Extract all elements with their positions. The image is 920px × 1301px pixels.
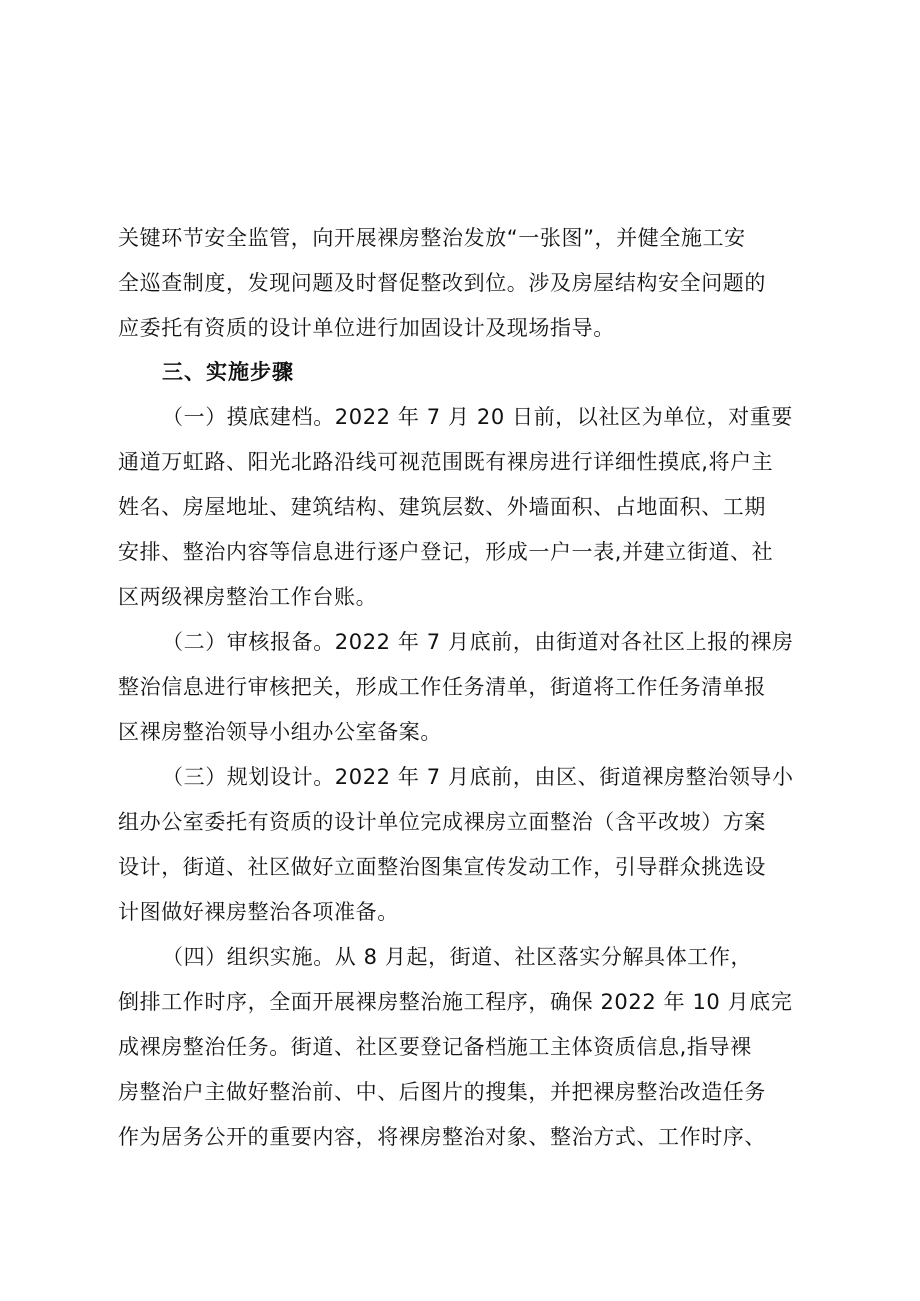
paragraph-first-line: （三）规划设计。2022 年 7 月底前，由区、街道裸房整治领导小 <box>162 765 794 789</box>
body-text-line: 组办公室委托有资质的设计单位完成裸房立面整治（含平改坡）方案 <box>118 810 766 834</box>
body-text-line: 整治信息进行审核把关，形成工作任务清单，街道将工作任务清单报 <box>118 675 766 699</box>
body-text-line: 作为居务公开的重要内容，将裸房整治对象、整治方式、工作时序、 <box>118 1125 766 1149</box>
body-text-line: 通道万虹路、阳光北路沿线可视范围既有裸房进行详细性摸底,将户主 <box>118 450 774 474</box>
body-text-line: 成裸房整治任务。街道、社区要登记备档施工主体资质信息,指导裸 <box>118 1035 752 1059</box>
body-text-line: 全巡查制度，发现问题及时督促整改到位。涉及房屋结构安全问题的 <box>118 271 766 295</box>
section-heading: 三、实施步骤 <box>162 360 294 384</box>
body-text-line: 姓名、房屋地址、建筑结构、建筑层数、外墙面积、占地面积、工期 <box>118 495 766 519</box>
body-text-line: 区裸房整治领导小组办公室备案。 <box>118 720 442 744</box>
body-text-line: 房整治户主做好整治前、中、后图片的搜集，并把裸房整治改造任务 <box>118 1080 766 1104</box>
body-text-line: 区两级裸房整治工作台账。 <box>118 585 378 609</box>
body-text-line: 应委托有资质的设计单位进行加固设计及现场指导。 <box>118 316 615 340</box>
paragraph-first-line: （二）审核报备。2022 年 7 月底前，由街道对各社区上报的裸房 <box>162 630 794 654</box>
paragraph-first-line: （四）组织实施。从 8 月起，街道、社区落实分解具体工作， <box>162 945 753 969</box>
paragraph-first-line: （一）摸底建档。2022 年 7 月 20 日前，以社区为单位，对重要 <box>162 405 793 429</box>
body-text-line: 安排、整治内容等信息进行逐户登记，形成一户一表,并建立街道、社 <box>118 540 774 564</box>
body-text-line: 设计，街道、社区做好立面整治图集宣传发动工作，引导群众挑选设 <box>118 855 766 879</box>
body-text-line: 关键环节安全监管，向开展裸房整治发放“一张图”，并健全施工安 <box>118 226 746 250</box>
body-text-line: 倒排工作时序，全面开展裸房整治施工程序，确保 2022 年 10 月底完 <box>118 990 793 1014</box>
body-text-line: 计图做好裸房整治各项准备。 <box>118 900 399 924</box>
